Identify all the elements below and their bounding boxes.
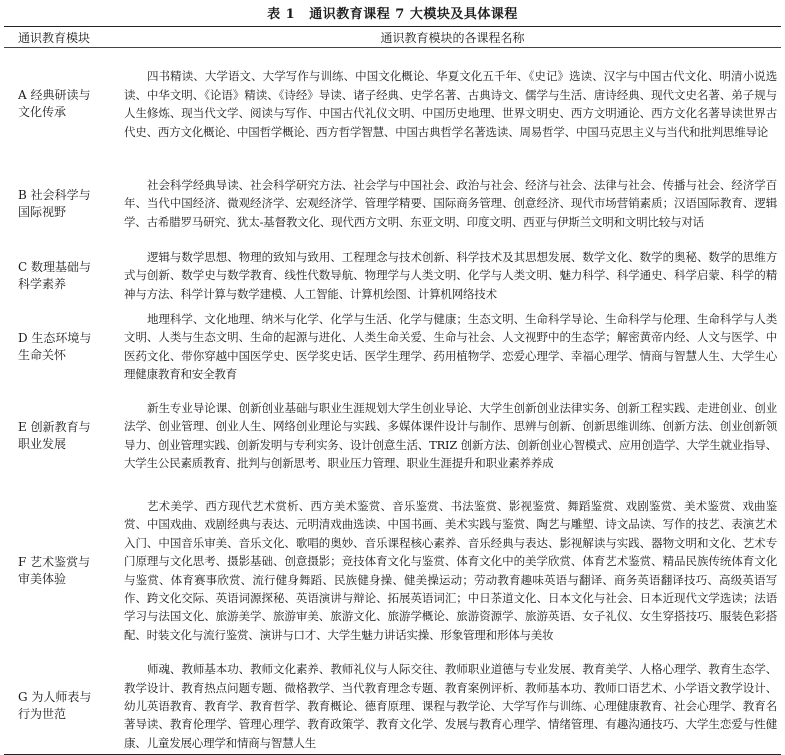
table-row xyxy=(4,305,781,389)
module-name-line2: 生命关怀 xyxy=(18,347,67,362)
module-name-line2: 文化传承 xyxy=(18,105,67,120)
table-row xyxy=(4,48,781,161)
table-row xyxy=(4,659,781,755)
table-caption xyxy=(4,0,781,26)
courses-cell: 艺术美学、西方现代艺术赏析、西方美术鉴赏、音乐鉴赏、书法鉴赏、影视鉴赏、舞蹈鉴赏、戏剧鉴赏、美术鉴赏、戏曲鉴赏、中国戏曲、戏剧经典与表达、元明清戏曲选读、中国书画、美术实践与鉴赏、陶艺与雕塑、诗文品读、写作的技艺、表演艺术入门、中国音乐审美、音乐文化、歌唱的奥妙、音乐课程核心素养、音乐经典与表达、影视解读与实践、器物文明和文化、艺术专门原理与文化思考、摄影基础、创意摄影；竞技体育文化与鉴赏、体育文化中的美学欣赏、体育艺术鉴赏、精品民族传统体育文化与鉴赏、体育赛事欣赏、流行健身舞蹈、民族健身操、健美操运动；劳动教育趣味英语与翻译、商务英语翻译技巧、高级英语写作、跨文化交际、英语词源探秘、英语演讲与辩论、拓展英语词汇；中日茶道文化、日本文化与社会、日本近现代文学选读；法语学习与法国文化、旅游美学、旅游审美、旅游文化、旅游学概论、旅游资源学、旅游英语、女子礼仪、女生穿搭技巧、服装色彩搭配、时装文化与流行鉴赏、演讲与口才、大学生魅力讲话实操、形象管理和形体与美妆 xyxy=(124,498,777,642)
module-cell xyxy=(4,161,124,247)
module-cell xyxy=(4,247,124,305)
table-row xyxy=(4,483,781,659)
module-name-line2: 行为世范 xyxy=(18,707,67,722)
table-number: 表 1 xyxy=(267,7,296,22)
header-courses: 通识教育模块的各课程名称 xyxy=(124,27,781,48)
module-name-line1: B 社会科学与 xyxy=(18,187,91,202)
course-table xyxy=(4,26,781,755)
module-cell xyxy=(4,389,124,483)
module-cell xyxy=(4,483,124,659)
table-title: 通识教育课程 7 大模块及具体课程 xyxy=(309,7,518,22)
table-row xyxy=(4,161,781,247)
module-cell xyxy=(4,48,124,161)
courses-cell: 新生专业导论课、创新创业基础与职业生涯规划大学生创业导论、大学生创新创业法律实务、创新工程实践、走进创业、创业法学、创业管理、创业人生、网络创业理论与实践、多媒体课件设计与制作、思辨与创新、创新思维训练、创新方法、创业创新领导力、创业管理实践、创新发明与专利实务、设计创意生活、TRIZ 创新方法、创新创业心智模式、应用创造学、大学生就业指导、大学生公民素质教育、批判与创新思考、职业压力管理、职业生涯提升和职业素养养成 xyxy=(124,400,778,470)
courses-cell: 社会科学经典导读、社会科学研究方法、社会学与中国社会、政治与社会、经济与社会、法律与社会、传播与社会、经济学百年、当代中国经济、微观经济学、宏观经济学、管理学精要、国际商务管理、创意经济、现代市场营销素质；汉语国际教育、逻辑学、古希腊罗马研究、犹太-基督教文化、现代西方文明、东亚文明、印度文明、西亚与伊斯兰文明和文明比较与对话 xyxy=(124,177,777,229)
courses-cell: 四书精读、大学语文、大学写作与训练、中国文化概论、华夏文化五千年、《史记》选读、汉字与中国古代文化、明清小说选读、中华文明、《论语》精读、《诗经》导读、诸子经典、史学名著、古典诗文、儒学与生活、唐诗经典、现代文史名著、弟子规与人生修炼、现当代文学、阅读与写作、中国古代礼仪文明、中国历史地理、世界文明史、西方文明通论、西方文化名著导读世界古代史、西方文化概论、中国哲学概论、西方哲学智慧、中国古典哲学名著选读、周易哲学、中国马克思主义与当代和批判思维导论 xyxy=(124,69,777,139)
module-name-line1: A 经典研读与 xyxy=(18,88,91,103)
header-module: 通识教育模块 xyxy=(4,27,124,48)
table-header-row xyxy=(4,27,781,48)
module-name-line1: F 艺术鉴赏与 xyxy=(18,554,91,569)
module-name-line2: 国际视野 xyxy=(18,204,67,219)
courses-cell: 地理科学、文化地理、纳米与化学、化学与生活、化学与健康；生态文明、生命科学导论、生命科学与伦理、生命科学与人类文明、人类与生态文明、生命的起源与进化、人类生命关爱、生命与社会、人文视野中的生态学；解密黄帝内经、人文与医学、中医药文化、带你穿越中国医学史、医学奖史话、医学生理学、药用植物学、恋爱心理学、幸福心理学、情商与智慧人生、大学生心理健康教育和安全教育 xyxy=(124,311,777,381)
table-row xyxy=(4,389,781,483)
module-name-line1: G 为人师表与 xyxy=(18,690,92,705)
module-name-line2: 职业发展 xyxy=(18,436,67,451)
module-name-line2: 科学素养 xyxy=(18,276,67,291)
module-name-line2: 审美体验 xyxy=(18,571,67,586)
courses-cell: 逻辑与数学思想、物理的致知与致用、工程理念与技术创新、科学技术及其思想发展、数学文化、数学的奥秘、数学的思维方式与创新、数学史与数学教育、线性代数导航、物理学与人类文明、化学与人类文明、魅力科学、科学通史、科学启蒙、科学的精神与方法、科学计算与数学建模、人工智能、计算机绘图、计算机网络技术 xyxy=(124,249,777,301)
table-row xyxy=(4,247,781,305)
module-name-line1: E 创新教育与 xyxy=(18,419,91,434)
module-name-line1: C 数理基础与 xyxy=(18,259,91,274)
module-cell xyxy=(4,659,124,755)
courses-cell: 师魂、教师基本功、教师文化素养、教师礼仪与人际交往、教师职业道德与专业发展、教育美学、人格心理学、教育生态学、教学设计、教育热点问题专题、微格教学、当代教育理念专题、教育案例评析、教师基本功、教师口语艺术、小学语文教学设计、幼儿英语教育、教育学、教育哲学、教育概论、德育原理、课程与教学论、大学写作与训练、心理健康教育、社会心理学、教育名著导读、教育伦理学、管理心理学、教育政策学、教育文化学、发展与教育心理学、情绪管理、有趣沟通技巧、大学生恋爱与性健康、儿童发展心理学和情商与智慧人生 xyxy=(124,662,777,750)
module-name-line1: D 生态环境与 xyxy=(18,330,92,345)
module-cell xyxy=(4,305,124,389)
